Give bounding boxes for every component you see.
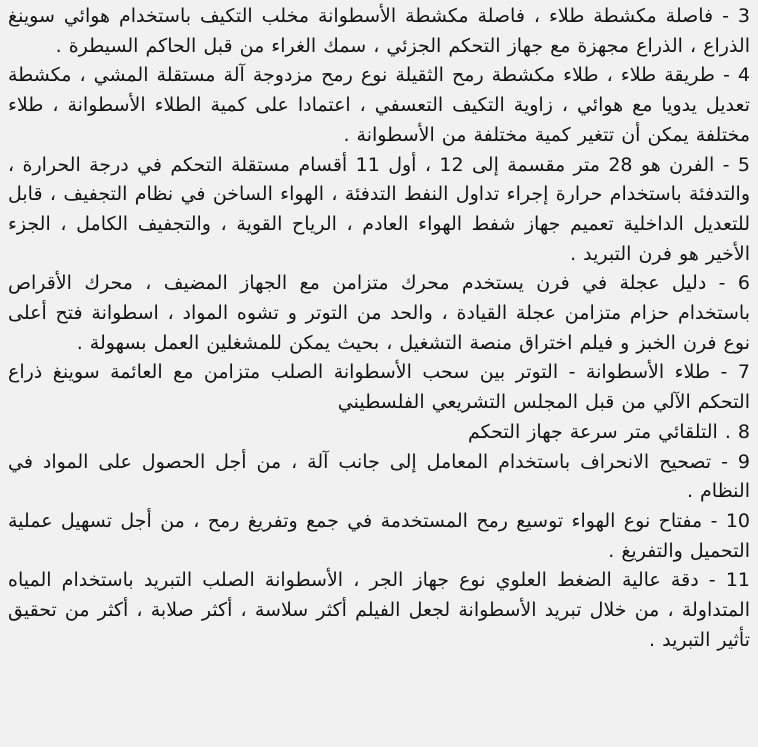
paragraph-number: 7 xyxy=(737,361,750,384)
paragraph-number: 10 xyxy=(725,509,750,532)
paragraph-number: 11 xyxy=(725,569,750,592)
paragraph-text: - مفتاح نوع الهواء توسيع رمح المستخدمة في جمع وتفريغ رمح ، من أجل تسهيل عملية التحميل والتفريغ . xyxy=(8,509,750,562)
paragraph-number: 9 xyxy=(737,450,750,473)
paragraph-9 xyxy=(8,448,750,507)
paragraph-text: - تصحيح الانحراف باستخدام المعامل إلى جانب آلة ، من أجل الحصول على المواد في النظام . xyxy=(8,450,750,503)
paragraph-4 xyxy=(8,61,750,150)
paragraph-11 xyxy=(8,566,750,655)
paragraph-7 xyxy=(8,358,750,417)
paragraph-text: - دليل عجلة في فرن يستخدم محرك متزامن مع الجهاز المضيف ، محرك الأقراص باستخدام حزام متزامن عجلة القيادة ، والحد من التوتر و تشوه المواد ، اسطوانة فتح أعلى نوع فرن الخبز و فيلم اختراق منصة التشغيل ، بحيث يمكن للمشغلين العمل بسهولة . xyxy=(8,272,750,354)
paragraph-6 xyxy=(8,269,750,358)
paragraph-number: 6 xyxy=(737,272,750,295)
paragraph-text: - طريقة طلاء ، طلاء مكشطة رمح الثقيلة نوع رمح مزدوجة آلة مستقلة المشي ، مكشطة تعديل يدويا مع هوائي ، زاوية التكيف التعسفي ، اعتمادا على كمية الطلاء الأسطوانة ، طلاء مختلفة يمكن أن تتغير كمية مختلفة من الأسطوانة . xyxy=(8,64,750,146)
paragraph-number: 5 xyxy=(737,153,750,176)
paragraph-text: - طلاء الأسطوانة - التوتر بين سحب الأسطوانة الصلب متزامن مع العائمة سوينغ ذراع التحكم الآلي من قبل المجلس التشريعي الفلسطيني xyxy=(8,361,750,414)
paragraph-text: - فاصلة مكشطة طلاء ، فاصلة مكشطة الأسطوانة مخلب التكيف باستخدام هوائي سوينغ الذراع ، الذراع مجهزة مع جهاز التحكم الجزئي ، سمك الغراء من قبل الحاكم السيطرة . xyxy=(8,5,750,57)
paragraph-text: - دقة عالية الضغط العلوي نوع جهاز الجر ، الأسطوانة الصلب التبريد باستخدام المياه المتداولة ، من خلال تبريد الأسطوانة لجعل الفيلم أكثر سلاسة ، أكثر صلابة ، أكثر من تحقيق تأثير التبريد . xyxy=(8,569,750,651)
paragraph-10 xyxy=(8,507,750,566)
paragraph-text: . التلقائي متر سرعة جهاز التحكم xyxy=(468,420,738,443)
paragraph-text: - الفرن هو 28 متر مقسمة إلى 12 ، أول 11 أقسام مستقلة التحكم في درجة الحرارة ، والتدفئة باستخدام حرارة إجراء تداول النفط التدفئة ، الهواء الساخن في نظام التجفيف ، قابل للتعديل الداخلية تعميم جهاز شفط الهواء العادم ، الرياح القوية ، والتجفيف الكامل ، الجزء الأخير هو فرن التبريد . xyxy=(8,153,750,265)
paragraph-5 xyxy=(8,151,750,270)
paragraph-8 xyxy=(8,418,750,448)
paragraph-3 xyxy=(8,2,750,61)
paragraph-number: 8 xyxy=(737,420,750,443)
paragraph-number: 4 xyxy=(737,64,750,87)
paragraph-number: 3 xyxy=(737,5,750,27)
